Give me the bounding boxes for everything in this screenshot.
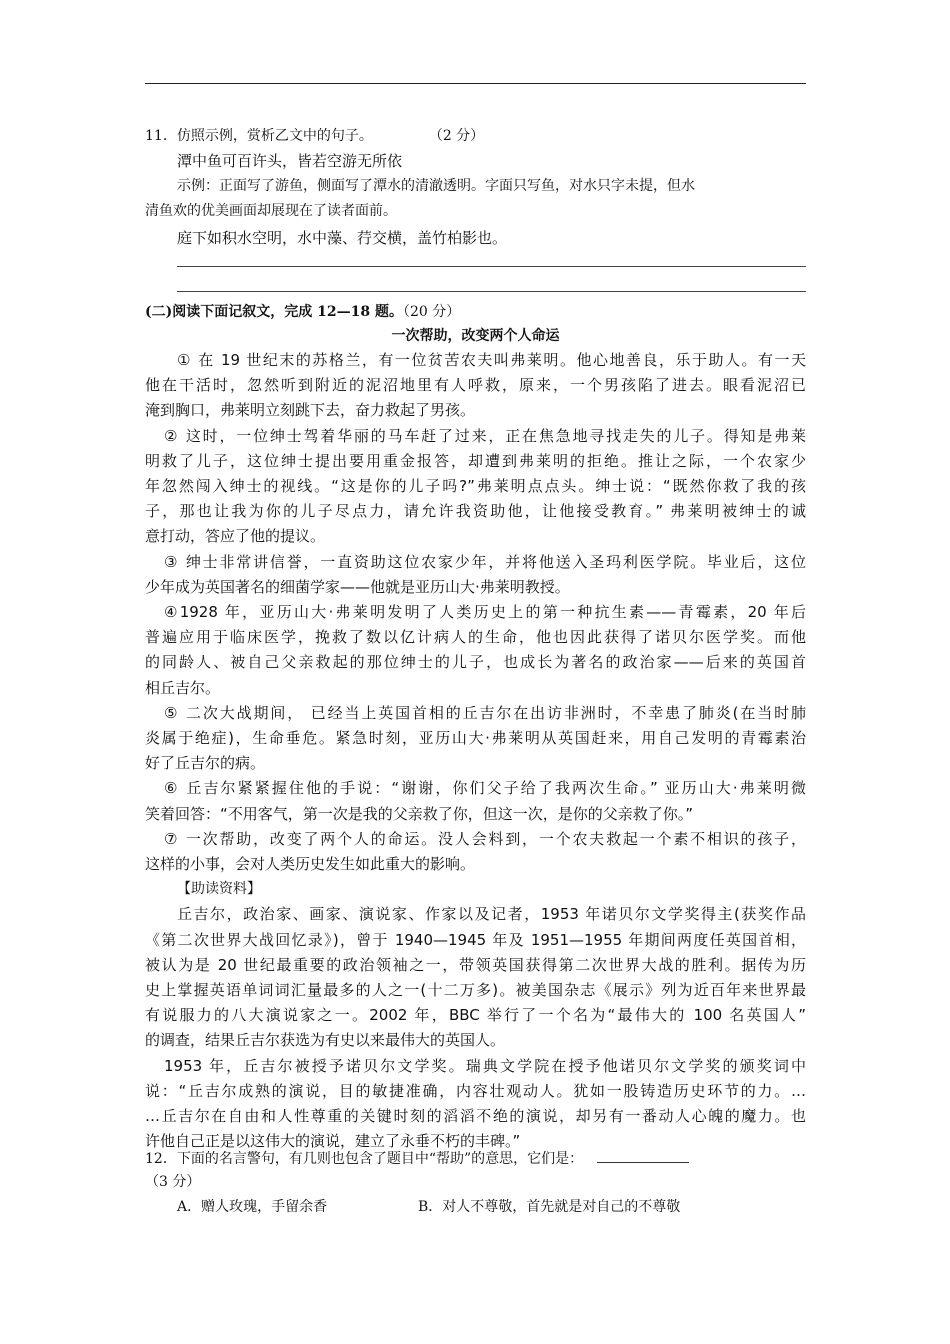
aid-p1-line-5: 有说服力的八大演说家之一。2002 年，BBC 举行了一个名为“最伟大的 100 名英国人” [145, 1006, 806, 1024]
q11-question [145, 126, 484, 146]
q12-option-a: A．赠人玫瑰，手留余香 [177, 1199, 328, 1215]
p2-line-3: 年忽然闯入绅士的视线。“这是你的儿子吗?”弗莱明点点头。绅士说：“既然你救了我的孩 [145, 477, 806, 495]
aid-heading-line-1: 【助读资料】 [177, 881, 261, 897]
section2-heading [145, 302, 460, 322]
q11-example-line-2: 清鱼欢的优美画面却展现在了读者面前。 [145, 203, 397, 219]
aid-p2-line-2: 说：“丘吉尔成熟的演说，目的敏捷准确，内容壮观动人。犹如一股铸造历史环节的力。… [145, 1082, 806, 1100]
aid-p2-line-1: 1953 年，丘吉尔被授予诺贝尔文学奖。瑞典文学院在授予他诺贝尔文学奖的颁奖词中 [164, 1057, 806, 1075]
p2-line-1: ② 这时，一位绅士驾着华丽的马车赶了过来，正在焦急地寻找走失的儿子。得知是弗莱 [164, 427, 806, 445]
aid-p2-line-3: …丘吉尔在自由和人性尊重的关键时刻的滔滔不绝的演说，却另有一番动人心魄的魔力。也 [145, 1107, 806, 1125]
q12-question-text: 12．下面的名言警句，有几则也包含了题目中“帮助”的意思，它们是： [145, 1151, 584, 1167]
section2-heading-text: (二)阅读下面记叙文，完成 12—18 题。 [145, 304, 403, 320]
p5-line-1: ⑤ 二次大战期间， 已经当上英国首相的丘吉尔在出访非洲时，不幸患了肺炎(在当时肺 [164, 704, 806, 722]
q12-score: （3 分） [145, 1174, 201, 1190]
p5-line-2: 炎属于绝症)，生命垂危。紧急时刻，亚历山大·弗莱明从英国赶来，用自己发明的青霉素治 [145, 729, 806, 747]
aid-p1-line-3: 被认为是 20 世纪最重要的政治领袖之一，带领英国获得第二次世界大战的胜利。据传为历 [145, 956, 806, 974]
p4-line-2: 普遍应用于临床医学，挽救了数以亿计病人的生命，他也因此获得了诺贝尔医学奖。而他 [145, 628, 806, 646]
p7-line-1: ⑦ 一次帮助，改变了两个人的命运。没人会料到，一个农夫救起一个素不相识的孩子， [164, 830, 806, 848]
section2-score: （20 分） [402, 304, 461, 320]
p1-line-2: 他在干活时，忽然听到附近的泥沼地里有人呼救，原来，一个男孩陷了进去。眼看泥沼已 [145, 376, 806, 394]
q12-answer-blank[interactable] [597, 1148, 689, 1163]
p1-line-3: 淹到胸口，弗莱明立刻跳下去，奋力救起了男孩。 [145, 401, 476, 419]
q11-score: （2 分） [428, 128, 485, 144]
p4-line-3: 的同龄人、被自己父亲救起的那位绅士的儿子，也成长为著名的政治家——后来的英国首 [145, 653, 806, 671]
p3-line-1: ③ 绅士非常讲信誉，一直资助这位农家少年，并将他送入圣玛利医学院。毕业后，这位 [164, 553, 806, 571]
q11-sentence: 潭中鱼可百许头，皆若空游无所依 [177, 152, 403, 170]
p6-line-1: ⑥ 丘吉尔紧紧握住他的手说：“谢谢，你们父子给了我两次生命。” 亚历山大·弗莱明微 [164, 779, 806, 797]
p2-line-2: 明救了儿子，这位绅士提出要用重金报答，却遭到弗莱明的拒绝。推让之际，一个农家少 [145, 452, 806, 470]
q11-example-line-1: 示例：正面写了游鱼，侧面写了潭水的清澈透明。字面只写鱼，对水只字未提，但水 [177, 178, 695, 194]
p3-line-2: 少年成为英国著名的细菌学家——他就是亚历山大·弗莱明教授。 [145, 578, 570, 596]
p2-line-5: 意打动，答应了他的提议。 [145, 527, 326, 545]
p7-line-2: 这样的小事，会对人类历史发生如此重大的影响。 [145, 855, 476, 873]
top-divider [145, 83, 806, 84]
q11-target-sentence: 庭下如积水空明，水中藻、荇交横，盖竹柏影也。 [177, 229, 508, 247]
q12-option-b: B．对人不尊敬，首先就是对自己的不尊敬 [418, 1199, 681, 1215]
p4-line-4: 相丘吉尔。 [145, 679, 221, 697]
aid-p2-line-4: 许他自己正是以这伟大的演说，建立了永垂不朽的丰碑。” [145, 1132, 521, 1150]
aid-p1-line-1: 丘吉尔，政治家、画家、演说家、作家以及记者，1953 年诺贝尔文学奖得主(获奖作品 [177, 905, 806, 923]
p4-line-1: ④1928 年，亚历山大·弗莱明发明了人类历史上的第一种抗生素——青霉素，20 年后 [164, 603, 806, 621]
article-title: 一次帮助，改变两个人命运 [391, 328, 560, 344]
p2-line-4: 子，那也让我为你的儿子尽点力，请允许我资助他，让他接受教育。” 弗莱明被绅士的诚 [145, 502, 806, 520]
p6-line-2: 笑着回答：“不用客气，第一次是我的父亲救了你，但这一次，是你的父亲救了你。” [145, 805, 694, 823]
aid-p1-line-2: 《第二次世界大战回忆录》)，曾于 1940—1945 年及 1951—1955 年期间两度任英国首相， [145, 931, 806, 949]
answer-line-2[interactable] [177, 291, 806, 292]
p1-line-1: ① 在 19 世纪末的苏格兰，有一位贫苦农夫叫弗莱明。他心地善良，乐于助人。有一天 [177, 351, 806, 369]
p5-line-3: 好了丘吉尔的病。 [145, 754, 266, 772]
q11-question-text: 11．仿照示例，赏析乙文中的句子。 [145, 128, 373, 144]
q12-question [145, 1148, 689, 1169]
aid-p1-line-4: 史上掌握英语单词词汇量最多的人之一(十二万多)。被美国杂志《展示》列为近百年来世界最 [145, 981, 806, 999]
aid-p1-line-6: 的调查，结果丘吉尔获选为有史以来最伟大的英国人。 [145, 1031, 506, 1049]
answer-line-1[interactable] [177, 266, 806, 267]
